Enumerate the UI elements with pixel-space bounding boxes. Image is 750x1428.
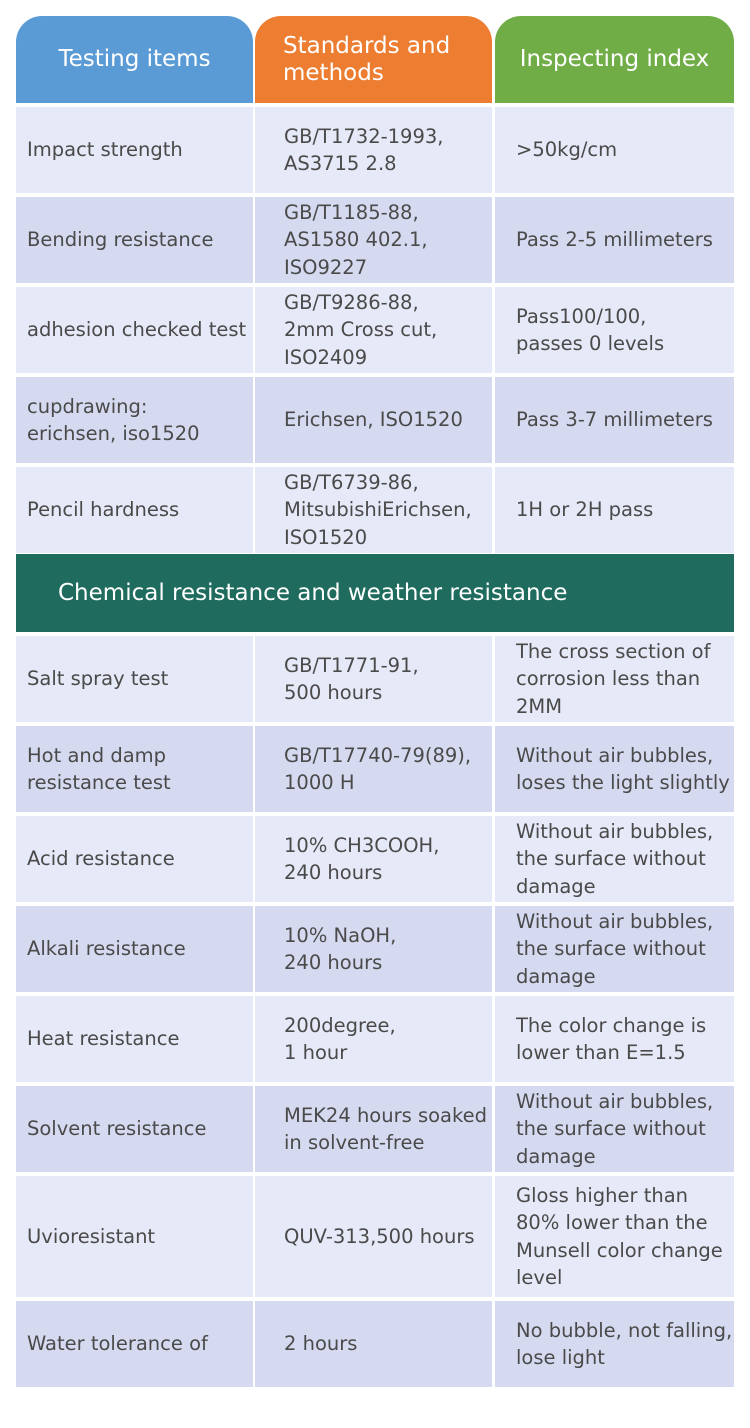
cell-index: Pass 3-7 millimeters: [495, 377, 734, 463]
cell-index: The cross section of corrosion less than 2MM: [495, 636, 734, 722]
cell-index: Pass 2-5 millimeters: [495, 197, 734, 283]
cell-standard: GB/T6739-86, MitsubishiErichsen, ISO1520: [255, 467, 492, 553]
table-header: [16, 16, 734, 103]
cell-item: adhesion checked test: [16, 287, 253, 373]
cell-item: Bending resistance: [16, 197, 253, 283]
cell-index: The color change is lower than E=1.5: [495, 996, 734, 1082]
table-row: [16, 377, 734, 463]
cell-item: Water tolerance of: [16, 1301, 253, 1387]
section-title: Chemical resistance and weather resistance: [16, 554, 734, 632]
cell-standard: GB/T1185-88, AS1580 402.1, ISO9227: [255, 197, 492, 283]
table-row: [16, 636, 734, 722]
cell-standard: GB/T9286-88, 2mm Cross cut, ISO2409: [255, 287, 492, 373]
table-row: [16, 107, 734, 193]
table-row: [16, 287, 734, 373]
table-row: [16, 996, 734, 1082]
cell-item: Impact strength: [16, 107, 253, 193]
cell-index: Without air bubbles, the surface without damage: [495, 906, 734, 992]
table-row: [16, 1176, 734, 1297]
cell-standard: 10% CH3COOH, 240 hours: [255, 816, 492, 902]
cell-item: Uvioresistant: [16, 1176, 253, 1297]
cell-standard: QUV-313,500 hours: [255, 1176, 492, 1297]
cell-standard: Erichsen, ISO1520: [255, 377, 492, 463]
table-row: [16, 467, 734, 553]
table-row: [16, 1086, 734, 1172]
cell-item: Salt spray test: [16, 636, 253, 722]
cell-item: Solvent resistance: [16, 1086, 253, 1172]
cell-index: Gloss higher than 80% lower than the Munsell color change level: [495, 1176, 734, 1297]
cell-item: Acid resistance: [16, 816, 253, 902]
table-row: [16, 197, 734, 283]
cell-item: Hot and damp resistance test: [16, 726, 253, 812]
header-standards-methods: Standards and methods: [255, 16, 492, 103]
cell-index: >50kg/cm: [495, 107, 734, 193]
cell-standard: MEK24 hours soaked in solvent-free: [255, 1086, 492, 1172]
cell-item: Alkali resistance: [16, 906, 253, 992]
cell-index: Without air bubbles, the surface without damage: [495, 816, 734, 902]
cell-index: No bubble, not falling, lose light: [495, 1301, 734, 1387]
cell-standard: GB/T1771-91, 500 hours: [255, 636, 492, 722]
table-row: [16, 906, 734, 992]
table-row: [16, 816, 734, 902]
cell-standard: 200degree, 1 hour: [255, 996, 492, 1082]
cell-standard: GB/T17740-79(89), 1000 H: [255, 726, 492, 812]
cell-standard: 2 hours: [255, 1301, 492, 1387]
cell-item: cupdrawing: erichsen, iso1520: [16, 377, 253, 463]
table-row: [16, 726, 734, 812]
cell-index: 1H or 2H pass: [495, 467, 734, 553]
header-testing-items: Testing items: [16, 16, 253, 103]
cell-index: Pass100/100, passes 0 levels: [495, 287, 734, 373]
cell-index: Without air bubbles, loses the light slightly: [495, 726, 734, 812]
header-inspecting-index: Inspecting index: [495, 16, 734, 103]
cell-standard: GB/T1732-1993, AS3715 2.8: [255, 107, 492, 193]
cell-standard: 10% NaOH, 240 hours: [255, 906, 492, 992]
cell-index: Without air bubbles, the surface without damage: [495, 1086, 734, 1172]
cell-item: Heat resistance: [16, 996, 253, 1082]
table-row: [16, 1301, 734, 1387]
cell-item: Pencil hardness: [16, 467, 253, 553]
